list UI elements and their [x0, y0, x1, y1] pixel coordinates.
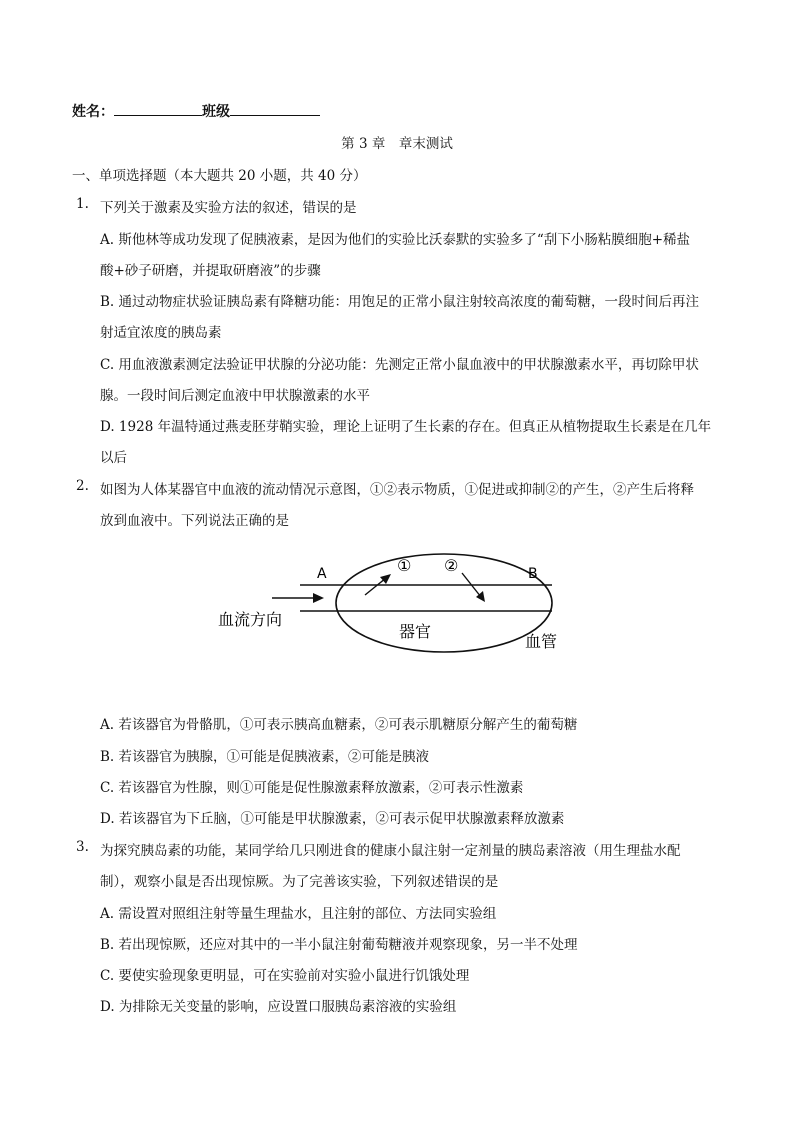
question-2-stem-cont: 放到血液中。下列说法正确的是 — [100, 513, 289, 529]
student-info-header — [72, 101, 320, 121]
question-1-stem: 下列关于激素及实验方法的叙述，错误的是 — [100, 200, 357, 216]
question-1-option-c: C. 用血液激素测定法验证甲状腺的分泌功能：先测定正常小鼠血液中的甲状腺激素水平，再切除甲状 — [100, 357, 699, 373]
flow-arrow-head — [313, 593, 324, 603]
page-title: 第 3 章 章末测试 — [341, 136, 453, 152]
class-label: 班级 — [202, 104, 230, 120]
class-blank — [230, 103, 320, 116]
question-2-option-d: D. 若该器官为下丘脑，①可能是甲状腺激素，②可表示促甲状腺激素释放激素 — [100, 811, 565, 827]
question-3-stem-cont: 制），观察小鼠是否出现惊厥。为了完善该实验，下列叙述错误的是 — [100, 874, 499, 890]
question-1-option-a: A. 斯他林等成功发现了促胰液素，是因为他们的实验比沃泰默的实验多了“刮下小肠粘膜细胞+稀盐 — [100, 232, 691, 248]
question-1-option-d-cont: 以后 — [100, 450, 127, 466]
question-2-number: 2. — [76, 478, 89, 494]
question-3-option-a: A. 需设置对照组注射等量生理盐水，且注射的部位、方法同实验组 — [100, 906, 497, 922]
label-a: A — [317, 566, 327, 582]
name-label: 姓名： — [72, 104, 114, 120]
question-2-stem: 如图为人体某器官中血液的流动情况示意图，①②表示物质，①促进或抑制②的产生，②产生后将释 — [100, 482, 694, 498]
question-1-option-b: B. 通过动物症状验证胰岛素有降糖功能：用饱足的正常小鼠注射较高浓度的葡萄糖，一段时间后再注 — [100, 294, 700, 310]
question-1-number: 1. — [76, 196, 89, 212]
arrow-1 — [365, 578, 386, 595]
name-blank — [114, 103, 202, 116]
blood-flow-diagram — [200, 540, 590, 665]
question-1-option-c-cont: 腺。一段时间后测定血液中甲状腺激素的水平 — [100, 388, 370, 404]
flow-direction-label: 血流方向 — [218, 610, 283, 629]
question-3-option-b: B. 若出现惊厥，还应对其中的一半小鼠注射葡萄糖液并观察现象，另一半不处理 — [100, 937, 578, 953]
question-3-option-d: D. 为排除无关变量的影响，应设置口服胰岛素溶液的实验组 — [100, 999, 457, 1015]
label-substance-2: ② — [444, 556, 459, 575]
question-3-option-c: C. 要使实验现象更明显，可在实验前对实验小鼠进行饥饿处理 — [100, 968, 470, 984]
question-1-option-b-cont: 射适宜浓度的胰岛素 — [100, 325, 222, 341]
vessel-label: 血管 — [525, 632, 558, 651]
arrow-1-head — [380, 574, 391, 584]
question-2-option-a: A. 若该器官为骨骼肌，①可表示胰高血糖素，②可表示肌糖原分解产生的葡萄糖 — [100, 717, 578, 733]
question-2-option-b: B. 若该器官为胰腺，①可能是促胰液素，②可能是胰液 — [100, 749, 430, 765]
question-1-option-a-cont: 酸+砂子研磨，并提取研磨液”的步骤 — [100, 263, 321, 279]
organ-label: 器官 — [399, 622, 432, 641]
label-b: B — [528, 566, 538, 582]
label-substance-1: ① — [397, 556, 412, 575]
question-3-stem: 为探究胰岛素的功能，某同学给几只刚进食的健康小鼠注射一定剂量的胰岛素溶液（用生理盐水配 — [100, 843, 681, 859]
question-1-option-d: D. 1928 年温特通过燕麦胚芽鞘实验，理论上证明了生长素的存在。但真正从植物提取生长素是在几年 — [100, 419, 712, 435]
question-2-option-c: C. 若该器官为性腺，则①可能是促性腺激素释放激素，②可表示性激素 — [100, 780, 524, 796]
question-3-number: 3. — [76, 839, 89, 855]
section-heading: 一、单项选择题（本大题共 20 小题，共 40 分） — [72, 168, 367, 184]
